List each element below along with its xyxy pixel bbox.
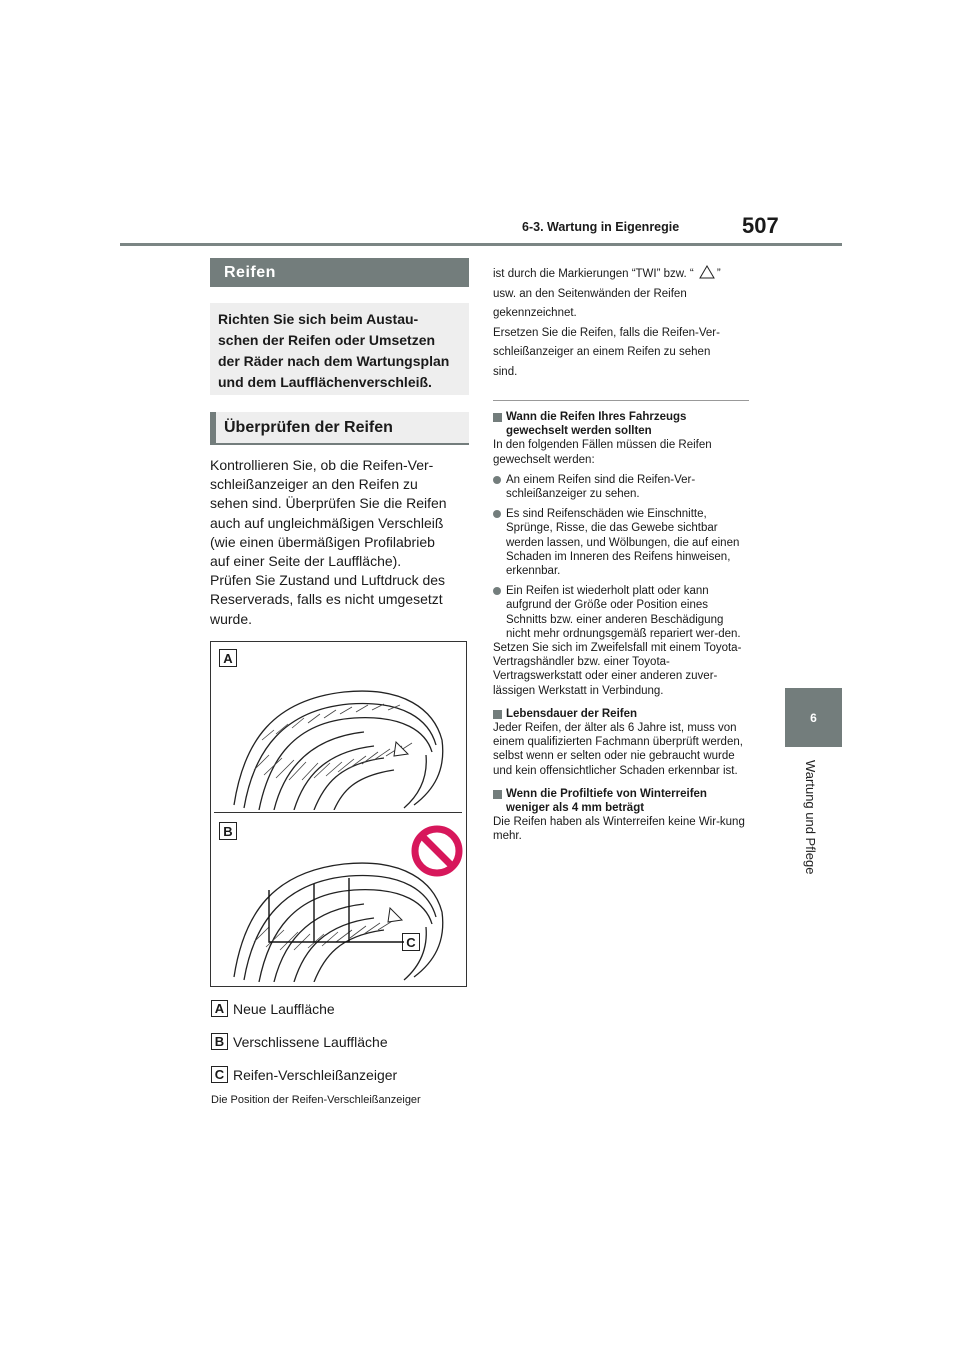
figure-divider <box>214 812 462 813</box>
square-bullet-icon <box>493 413 502 422</box>
square-bullet-icon <box>493 710 502 719</box>
intro-line: Richten Sie sich beim Austau- <box>218 311 419 327</box>
prohibition-icon <box>411 825 463 877</box>
right-intro-line: usw. an den Seitenwänden der Reifen <box>493 287 687 300</box>
section-bar-title: Reifen <box>224 263 276 281</box>
legend-key: C <box>211 1066 228 1083</box>
bullet-item <box>493 507 749 578</box>
triangle-icon <box>699 265 715 279</box>
right-intro-line: sind. <box>493 365 518 378</box>
paragraph: Setzen Sie sich im Zweifelsfall mit einem Toyota-Vertragshändler bzw. einer Toyota-Vertragswerkstatt oder einer anderen zuver-lässigen Werkstatt in Verbindung. <box>493 642 742 697</box>
figure-caption: Die Position der Reifen-Verschleißanzeiger <box>211 1094 421 1106</box>
body-line: Prüfen Sie Zustand und Luftdruck des <box>210 572 446 589</box>
paragraph: Jeder Reifen, der älter als 6 Jahre ist, muss von einem qualifizierten Fachmann überprüft werden, selbst wenn er selten oder nie gebraucht wurde und kein offensichtlicher Schaden erkennbar ist. <box>493 722 743 777</box>
legend-text: Verschlissene Lauffläche <box>233 1033 388 1050</box>
body-line: (wie einen übermäßigen Profilabrieb <box>210 533 435 550</box>
section-heading-text: Lebensdauer der Reifen <box>506 707 638 720</box>
body-line: wurde. <box>210 610 253 627</box>
triangle-icon <box>394 742 408 756</box>
right-divider <box>493 400 749 401</box>
sub-heading <box>210 412 469 445</box>
right-intro-line: gekennzeichnet. <box>493 307 577 319</box>
legend-item <box>211 1033 388 1050</box>
bullet-text: Es sind Reifenschäden wie Einschnitte, Sprünge, Risse, die das Gewebe sichtbar werden lassen, und Wölbungen, die auf einen Schaden im Inneren des Reifens hinweisen, erkennbar. <box>506 508 740 578</box>
bullet-icon <box>493 510 501 518</box>
bullet-text: An einem Reifen sind die Reifen-Ver-schleißanzeiger zu sehen. <box>506 473 696 501</box>
section-heading-text: Wann die Reifen Ihres Fahrzeugs gewechselt werden sollten <box>506 411 687 438</box>
body-line: Kontrollieren Sie, ob die Reifen-Ver- <box>210 457 434 473</box>
paragraph: In den folgenden Fällen müssen die Reifen gewechselt werden: <box>493 439 712 466</box>
chapter-title: Wartung und Pflege <box>803 760 818 875</box>
legend-key: A <box>211 1000 228 1017</box>
body-line: schleißanzeiger an den Reifen zu <box>210 476 418 493</box>
legend-text: Reifen-Verschleißanzeiger <box>233 1066 398 1083</box>
section-heading <box>493 707 749 721</box>
bullet-item <box>493 584 749 641</box>
right-intro-tail: ” <box>716 268 721 280</box>
bullet-text: Ein Reifen ist wiederholt platt oder kann aufgrund der Größe oder Position eines Schnitts bzw. einer anderen Beschädigung nicht mehr ordnungsgemäß repariert wer-den. <box>506 585 741 640</box>
bullet-icon <box>493 476 501 484</box>
triangle-icon <box>388 908 402 922</box>
intro-line: der Räder nach dem Wartungsplan <box>218 353 450 369</box>
section-heading <box>493 787 749 815</box>
figure-label-c: C <box>402 933 420 951</box>
square-bullet-icon <box>493 790 502 799</box>
body-text <box>210 456 472 629</box>
section-heading-text: Wenn die Profiltiefe von Winterreifen weniger als 4 mm beträgt <box>506 787 707 815</box>
right-intro-line: Ersetzen Sie die Reifen, falls die Reifen-Ver- <box>493 326 720 339</box>
sub-heading-text: Überprüfen der Reifen <box>224 418 393 436</box>
body-line: auch auf ungleichmäßigen Verschleiß <box>210 514 444 531</box>
intro-line: schen der Reifen oder Umsetzen <box>218 332 436 348</box>
section-bar <box>210 258 469 287</box>
new-tire-illustration <box>214 660 462 810</box>
bullet-icon <box>493 587 501 595</box>
legend-item <box>211 1066 397 1083</box>
chapter-tab <box>785 688 842 747</box>
bullet-item <box>493 473 749 501</box>
figure-label-b: B <box>219 822 237 840</box>
right-intro-line <box>493 265 749 285</box>
right-body <box>493 404 749 844</box>
legend-item <box>211 1000 335 1017</box>
section-title: 6-3. Wartung in Eigenregie <box>522 220 680 234</box>
section-heading <box>493 410 749 438</box>
body-line: Reserverads, falls es nicht umgesetzt <box>210 591 443 608</box>
figure-label-a: A <box>219 649 237 667</box>
right-intro-text: ist durch die Markierungen “TWI” bzw. “ <box>493 268 694 280</box>
legend-key: B <box>211 1033 228 1050</box>
body-line: auf einer Seite der Lauffläche). <box>210 553 402 570</box>
intro-box <box>210 303 469 395</box>
paragraph: Die Reifen haben als Winterreifen keine Wir-kung mehr. <box>493 816 745 843</box>
page-number: 507 <box>742 213 779 238</box>
legend-text: Neue Lauffläche <box>233 1000 335 1017</box>
right-intro <box>493 265 749 382</box>
chapter-number: 6 <box>810 710 817 725</box>
intro-line: und dem Laufflächenverschleiß. <box>218 374 432 390</box>
header-rule <box>120 243 842 246</box>
body-line: sehen sind. Überprüfen Sie die Reifen <box>210 495 447 512</box>
right-intro-line: schleißanzeiger an einem Reifen zu sehen <box>493 346 711 358</box>
